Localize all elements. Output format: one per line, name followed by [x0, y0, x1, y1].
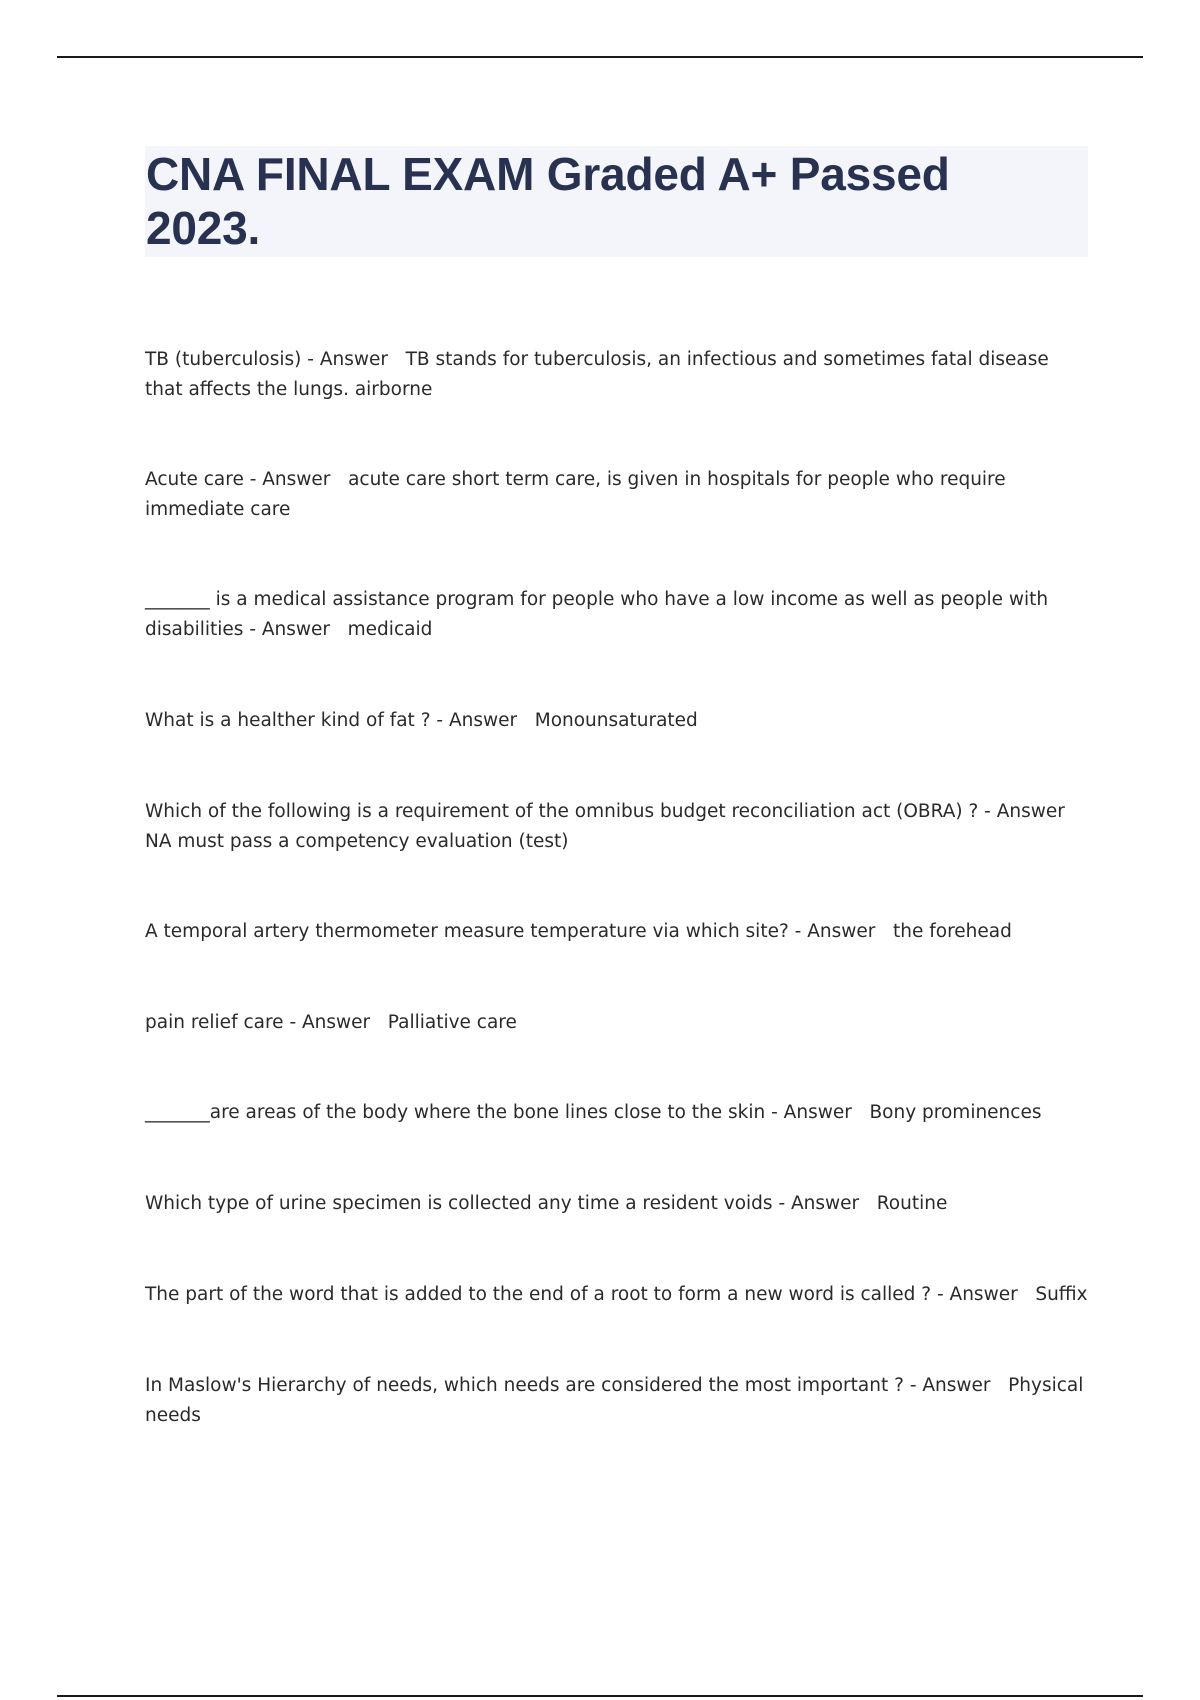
question-text: A temporal artery thermometer measure temperature via which site?	[145, 921, 789, 942]
top-rule	[57, 56, 1143, 58]
answer-text: acute care short term care, is given in hospitals for people who require immediate care	[145, 469, 1012, 520]
question-text: Which type of urine specimen is collected any time a resident voids	[145, 1193, 773, 1214]
answer-separator: - Answer	[301, 349, 406, 370]
answer-separator: - Answer	[765, 1102, 870, 1123]
answer-separator: - Answer	[788, 921, 893, 942]
answer-separator: - Answer	[931, 1284, 1036, 1305]
answer-text: Routine	[876, 1193, 948, 1214]
qa-item-6	[145, 917, 1090, 947]
qa-item-11	[145, 1371, 1090, 1431]
answer-text: Bony prominences	[869, 1102, 1042, 1123]
question-text: pain relief care	[145, 1012, 284, 1033]
qa-item-5	[145, 797, 1090, 857]
answer-separator: - Answer	[903, 1375, 1009, 1396]
answer-text: Palliative care	[387, 1012, 517, 1033]
answer-separator: - Answer	[430, 710, 535, 731]
answer-separator: - Answer	[978, 801, 1083, 822]
question-text: The part of the word that is added to the end of a root to form a new word is called ?	[145, 1284, 932, 1305]
question-text: Which of the following is a requirement of the omnibus budget reconciliation act (OBRA) ?	[145, 801, 979, 822]
question-text: In Maslow's Hierarchy of needs, which needs are considered the most important ?	[145, 1375, 904, 1396]
answer-text: NA must pass a competency evaluation (test)	[145, 831, 569, 852]
qa-item-4	[145, 706, 1090, 736]
answer-separator: - Answer	[283, 1012, 388, 1033]
answer-text: TB stands for tuberculosis, an infectious and sometimes fatal disease that affects the lungs. airborne	[145, 349, 1055, 400]
qa-item-7	[145, 1008, 1090, 1038]
question-text: _______ is a medical assistance program for people who have a low income as well as people with disabilities	[145, 589, 1054, 640]
answer-text: Suffix	[1035, 1284, 1088, 1305]
answer-separator: - Answer	[772, 1193, 877, 1214]
answer-text: Monounsaturated	[534, 710, 698, 731]
qa-item-8	[145, 1098, 1090, 1128]
answer-text: medicaid	[347, 619, 433, 640]
document-title: CNA FINAL EXAM Graded A+ Passed 2023.	[146, 148, 950, 254]
question-text: What is a healther kind of fat ?	[145, 710, 431, 731]
qa-item-1	[145, 345, 1090, 405]
question-text: TB (tuberculosis)	[145, 349, 302, 370]
answer-text: the forehead	[893, 921, 1012, 942]
answer-separator: - Answer	[243, 619, 348, 640]
bottom-rule	[57, 1695, 1143, 1697]
question-text: _______are areas of the body where the bone lines close to the skin	[145, 1102, 766, 1123]
qa-item-2	[145, 465, 1090, 525]
question-text: Acute care	[145, 469, 244, 490]
qa-item-9	[145, 1189, 1090, 1219]
qa-item-3	[145, 585, 1090, 645]
answer-text: Physical needs	[145, 1375, 1090, 1426]
qa-item-10	[145, 1280, 1090, 1310]
answer-separator: - Answer	[243, 469, 349, 490]
